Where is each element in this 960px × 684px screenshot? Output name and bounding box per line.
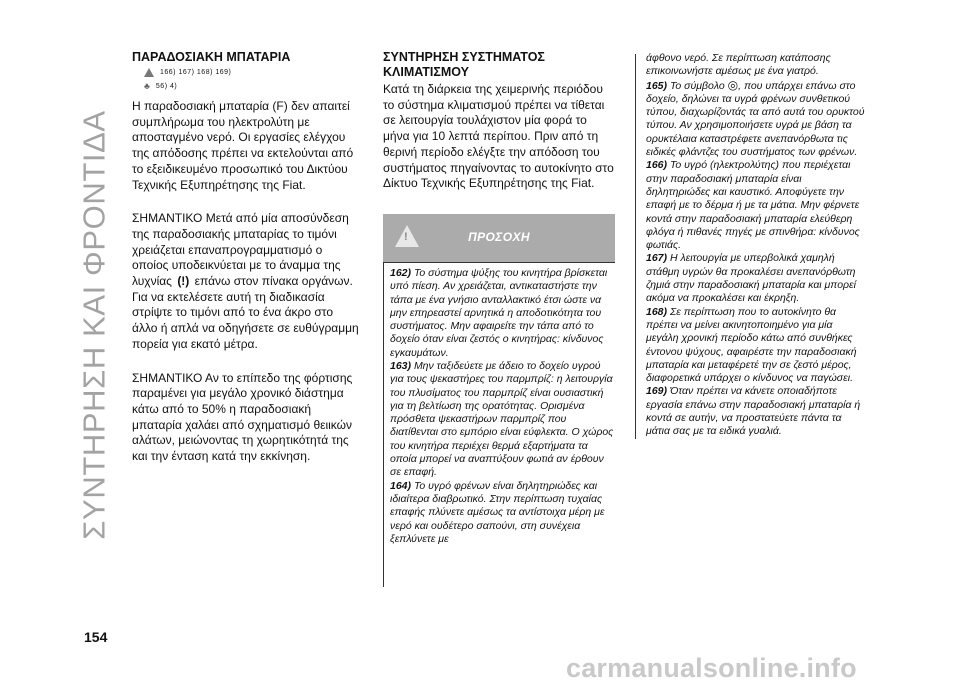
warning-163	[390, 360, 615, 480]
warning-icon	[144, 68, 154, 77]
warning-text: Η λειτουργία με υπερβολικά χαμηλή στάθμη υγρών θα προκαλέσει ανεπανόρθωτη ζημιά στην παραδοσιακή μπαταρία και μπορεί ακόμα να προκαλέσει και έκρηξη.	[646, 252, 856, 305]
column-air-conditioning	[383, 50, 615, 587]
environment-refs-text: 56) 4)	[155, 82, 178, 90]
warning-165	[646, 79, 866, 160]
warning-text: Το υγρό φρένων είναι δηλητηριώδες και ιδιαίτερα διαβρωτικό. Στην περίπτωση τυχαίας επαφής πλύνετε αμέσως τα αντίστοιχα μέρη με νερό και ουδέτερο σαπούνι, στη συνέχεια ξεπλύνετε με	[390, 479, 605, 545]
watermark: carmanualsonline.info	[566, 653, 857, 683]
warning-number: 166)	[646, 159, 668, 172]
environment-refs	[144, 79, 360, 93]
warning-text: Το υγρό (ηλεκτρολύτης) που περιέχεται στην παραδοσιακή μπαταρία είναι δηλητηριώδες και καυστικό. Αποφύγετε την επαφή με το δέρμα ή με τα μάτια. Μην φέρνετε κοντά στην παραδοσιακή μπαταρία ελεύθερη φλόγα ή πιθανές πηγές με σπινθήρα: κίνδυνος φωτιάς.	[646, 159, 860, 252]
warning-162	[390, 267, 615, 360]
warning-164	[390, 480, 615, 546]
warning-168	[646, 306, 866, 386]
warning-text: Όταν πρέπει να κάνετε οποιαδήποτε εργασία επάνω στην παραδοσιακή μπαταρία ή κοντά σε αυτήν, να προστατεύετε πάντα τα μάτια σας με τα ειδικά γυαλιά.	[646, 385, 861, 438]
warning-number: 165)	[646, 79, 668, 92]
column-battery	[132, 50, 360, 479]
warning-number: 163)	[390, 360, 412, 372]
warning-text: Το σύστημα ψύξης του κινητήρα βρίσκεται υπό πίεση. Αν χρειάζεται, αντικαταστήστε την τάπα με ένα γνήσιο ανταλλακτικό έτσι ώστε να μην επηρεαστεί αρνητικά η αποδοτικότητα του συστήματος. Μην αφαιρείτε την τάπα από το δοχείο όταν είναι ζεστός ο κινητήρας: κίνδυνος εγκαυμάτων.	[390, 266, 608, 359]
environment-icon: ♣	[144, 81, 150, 91]
warning-169	[646, 385, 866, 438]
warning-166	[646, 159, 866, 252]
battery-paragraph-1: Η παραδοσιακή μπαταρία (F) δεν απαιτεί συμπλήρωμα του ηλεκτρολύτη με αποσταγμένο νερό. Οι εργασίες ελέγχου της απόδοσης πρέπει να εκτελούνται από το εξειδικευμένο προσωπικό του Δικτύου Τεχνικής Εξυπηρέτησης της Fiat.	[132, 99, 354, 192]
warning-number: 164)	[390, 479, 412, 492]
warning-164-continuation: άφθονο νερό. Σε περίπτωση κατάποσης επικοινωνήστε αμέσως με ένα γιατρό.	[646, 52, 831, 78]
warning-refs	[144, 65, 360, 79]
battery-paragraph-2-after: επάνω στον πίνακα οργάνων. Για να εκτελέσετε αυτή τη διαδικασία στρίψτε το τιμόνι από το ένα άκρο στο άλλο ή απλά να οδηγήσετε σε ευθύγραμμη πορεία για εκατό μέτρα.	[132, 274, 359, 351]
battery-paragraph-2	[132, 211, 360, 352]
warnings-continued-box	[636, 52, 866, 439]
warning-number: 167)	[646, 252, 668, 265]
warning-text: Το σύμβολο	[669, 79, 725, 92]
warning-refs-text: 166) 167) 168) 169)	[160, 68, 232, 76]
warning-text: , που υπάρχει επάνω στο δοχείο, δηλώνει τα υγρά φρένων συνθετικού τύπου, διαχωρίζοντάς τα από αυτά του ορυκτού τύπου. Αν χρησιμοποιήσετε υγρά με βάση τα ορυκτέλαια καταστρέφετε ανεπανόρθωτα τις ειδικές φλάντζες του συστήματος των φρένων.	[646, 79, 865, 159]
ac-paragraph: Κατά τη διάρκεια της χειμερινής περιόδου το σύστημα κλιματισμού πρέπει να τίθεται σε λειτουργία τουλάχιστον μία φορά το μήνα για 10 λεπτά περίπου. Πριν από τη θερινή περίοδο ελέγξτε την απόδοση του συστήματος πηγαίνοντας το αυτοκίνητο στο Δίκτυο Τεχνικής Εξυπηρέτησης της Fiat.	[383, 82, 614, 191]
column-warnings-continued	[635, 54, 866, 439]
section-side-title-text: ΣΥΝΤΗΡΗΣΗ ΚΑΙ ΦΡΟΝΤΙΔΑ	[77, 110, 112, 540]
warning-167	[646, 252, 866, 305]
steering-warning-icon: (!)	[177, 274, 190, 289]
warning-number: 162)	[390, 266, 412, 279]
ac-heading-line1: ΣΥΝΤΗΡΗΣΗ ΣΥΣΤΗΜΑΤΟΣ	[383, 50, 545, 64]
battery-heading: ΠΑΡΑΔΟΣΙΑΚΗ ΜΠΑΤΑΡΙΑ	[132, 50, 291, 64]
warning-number: 169)	[646, 385, 668, 398]
warning-title: ΠΡΟΣΟΧΗ	[468, 229, 530, 244]
battery-paragraph-3: ΣΗΜΑΝΤΙΚΟ Αν το επίπεδο της φόρτισης παραμένει για μεγάλο χρονικό διάστημα κάτω από το 50% η παραδοσιακή μπαταρία χαλάει από σχηματισμό θειικών αλάτων, μειώνοντας τη χωρητικότητά της και την ένταση κατά την εκκίνηση.	[132, 370, 353, 464]
warning-header	[383, 214, 615, 262]
warning-text: Μην ταξιδεύετε με άδειο το δοχείο υγρού για τους ψεκαστήρες του παρμπρίζ: η λειτουργία του πλυσίματος του παρμπρίζ είναι ουσιαστική για τη βελτίωση της ορατότητας. Ορισμένα πρόσθετα ψεκαστήρων παρμπρίζ που διατίθενται στο εμπόριο είναι εύφλεκτα. Ο χώρος του κινητήρα περιέχει θερμά εξαρτήματα τα οποία μπορεί να αναπτύξουν φωτιά αν έρθουν σε επαφή.	[390, 360, 614, 479]
brake-fluid-symbol-icon: ◎	[727, 77, 739, 92]
warning-text: Σε περίπτωση που το αυτοκίνητο θα πρέπει να μείνει ακινητοποιημένο για μία μεγάλη χρονική περίοδο κάτω από συνθήκες έντονου ψύχους, αφαιρέστε την παραδοσιακή μπαταρία και μεταφέρετέ την σε ζεστό μέρος, διαφορετικά υπάρχει ο κίνδυνος να παγώσει.	[646, 305, 857, 385]
battery-paragraph-2-before: ΣΗΜΑΝΤΙΚΟ Μετά από μία αποσύνδεση της παραδοσιακής μπαταρίας το τιμόνι χρειάζεται επαναπρογραμματισμό ο οποίος υποδεικνύεται με το άναμμα της λυχνίας	[132, 211, 349, 289]
page-number: 154	[84, 629, 108, 645]
ac-heading-line2: ΚΛΙΜΑΤΙΣΜΟΥ	[383, 65, 469, 79]
warning-number: 168)	[646, 305, 668, 318]
section-side-title	[78, 30, 112, 620]
warning-exclamation-icon: !	[404, 230, 408, 243]
warning-box	[383, 262, 615, 587]
